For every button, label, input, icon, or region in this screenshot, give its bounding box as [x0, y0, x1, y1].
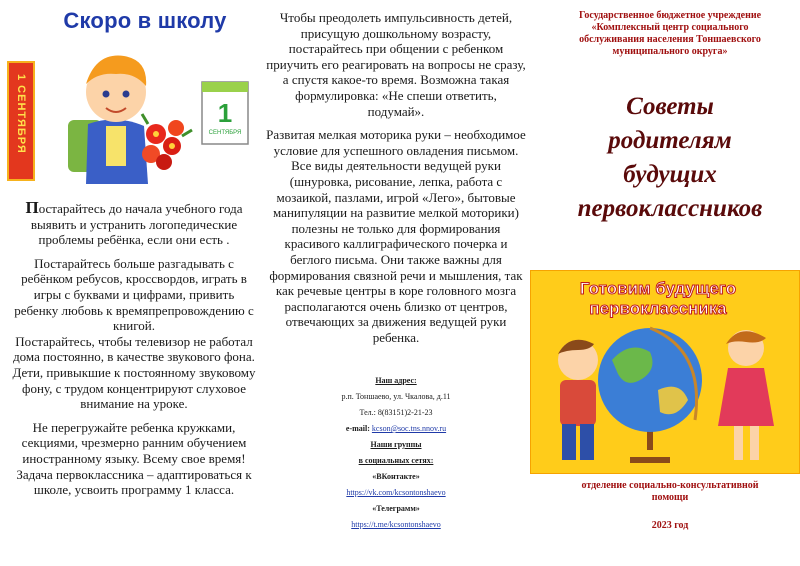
title-line-2: родителям [608, 127, 732, 154]
left-paragraph-4: Не перегружайте ребенка кружками, секциями, чрезмерно ранним обучением иностранному языку. Всему свое время! Задача первоклассника – адаптироваться к школе, усвоить программу 1 класса. [16, 419, 252, 498]
right-panel [530, 0, 800, 566]
groups-heading-1: Наши группы [370, 440, 422, 449]
year-label: 2023 год [651, 520, 689, 531]
calendar-day: 1 [217, 98, 233, 128]
banner-line-2: первоклассника [589, 299, 727, 318]
left-paragraph-2: Постарайтесь больше разгадывать с ребёнком ребусов, кроссвордов, играть в игры с буквами и цифрами, привить ребенку любовь к времяпрепровождению с книгой. [14, 255, 254, 334]
children-globe-illustration [530, 270, 800, 474]
left-panel [0, 0, 262, 566]
left-paragraph-3: Постарайтесь, чтобы телевизор не работал дома постоянно, в качестве звукового фона. Дети, привыкшие к постоянному звуковому фону, с трудом концентрируют слуховое внимание на уроке. [12, 333, 256, 412]
groups-heading-2: в социальных сетях: [358, 456, 434, 465]
organization-name: Государственное бюджетное учреждение «Комплексный центр социального обслуживания населения Тоншаевского муниципального округа» [578, 10, 762, 57]
ribbon-graphic [8, 62, 34, 180]
vk-link[interactable]: https://vk.com/kcsontonshaevo [346, 488, 446, 497]
title-line-1: Советы [626, 93, 714, 120]
vk-label: «ВКонтакте» [372, 472, 420, 481]
left-paragraph-1: Постарайтесь до начала учебного года выявить и устранить логопедические проблемы ребёнка, если они есть . [25, 198, 243, 248]
left-advice-text [12, 200, 256, 506]
page-title: Скоро в школу [63, 8, 227, 33]
email-label: e-mail: [345, 424, 372, 433]
title-line-3: будущих [623, 161, 717, 188]
middle-panel [262, 0, 530, 566]
address-text: р.п. Тоншаево, ул. Чкалова, д.11 [341, 392, 451, 401]
calendar-icon [202, 82, 248, 144]
middle-paragraph-2: Развитая мелкая моторика руки – необходимое условие для успешного овладения письмом. Все виды деятельности ведущей руки (шнуровка, рисование, лепка, работа с мозаикой, пазлами, игрой «Лего», бытовые манипуляции на развитие мелкой моторики) полезны не только для формирования красивого каллиграфического почерка и беглого письма. Они также важны для формирования связной речи и мышления, так как речевые центры в коре головного мозга располагаются очень близко от центров, отвечающих за движения ведущей руки ребенка. [266, 127, 526, 345]
schoolboy-illustration [6, 34, 256, 190]
telegram-label: «Телеграмм» [372, 504, 420, 513]
title-line-4: первоклассников [577, 195, 763, 222]
banner-line-1: Готовим будущего [579, 279, 737, 298]
ribbon-text: 1 СЕНТЯБРЯ [15, 74, 27, 154]
contact-block [266, 376, 526, 536]
middle-advice-text [266, 10, 526, 353]
flower-bouquet-icon [142, 114, 192, 170]
email-link[interactable]: kcson@soc.tns.nnov.ru [371, 424, 447, 433]
brochure-title [550, 90, 790, 226]
middle-paragraph-1: Чтобы преодолеть импульсивность детей, присущую дошкольному возрасту, постарайтесь при общении с ребенком приучить его реагировать на вопросы не сразу, а спустя какое-то время. Возможна такая формулировка: «Не спеши ответить, подумай». [266, 10, 526, 119]
email-row [266, 424, 526, 434]
address-heading: Наш адрес: [375, 376, 417, 385]
telegram-link[interactable]: https://t.me/kcsontonshaevo [351, 520, 441, 529]
calendar-month: СЕНТЯБРЯ [208, 130, 242, 136]
dropcap-letter: П [25, 198, 39, 217]
department-name: отделение социально-консультативной помощи [581, 480, 759, 503]
phone-text: Тел.: 8(83151)2-21-23 [359, 408, 433, 417]
